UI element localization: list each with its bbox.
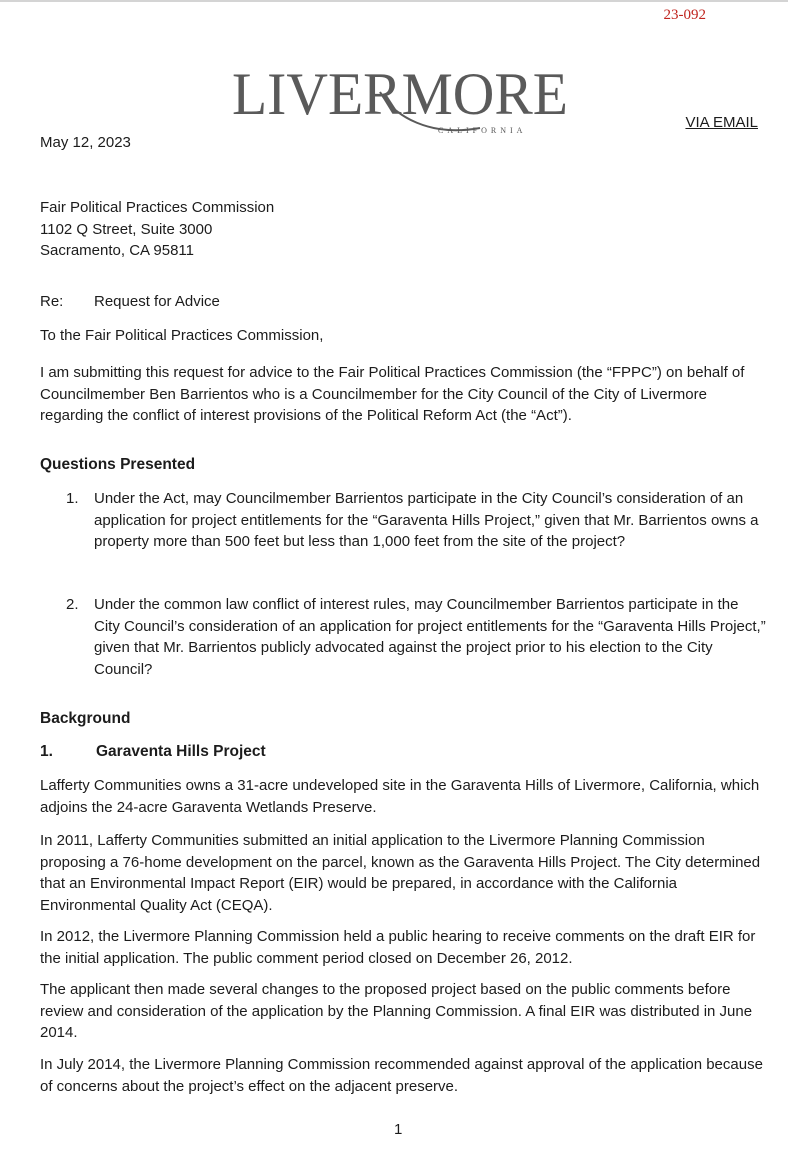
section-heading (40, 743, 266, 761)
section-number: 1. (40, 743, 53, 760)
address-line: 1102 Q Street, Suite 3000 (40, 220, 213, 238)
question-item (66, 488, 766, 553)
page-number: 1 (394, 1121, 403, 1138)
file-number: 23-092 (663, 7, 706, 23)
question-number: 1. (66, 490, 79, 507)
letter-date: May 12, 2023 (40, 134, 131, 151)
section-title: Garaventa Hills Project (96, 743, 266, 760)
question-text: Under the common law conflict of interest rules, may Councilmember Barrientos participate in the City Council’s consideration of an application for project entitlements for the “Garaventa Hills Project,” given that Mr. Barrientos publicly advocated against the project prior to his election to the City Council? (94, 596, 766, 678)
logo-wordmark-text: LIVERMORE (232, 61, 568, 127)
salutation: To the Fair Political Practices Commission, (40, 327, 324, 344)
question-number: 2. (66, 596, 79, 613)
body-paragraph: In 2011, Lafferty Communities submitted an initial application to the Livermore Planning Commission proposing a 76-home development on the parcel, known as the Garaventa Hills Project. The City determined that an Environmental Impact Report (EIR) would be prepared, in accordance with the California Environmental Quality Act (CEQA). (40, 832, 761, 914)
subject-text: Request for Advice (94, 293, 220, 310)
top-border (0, 0, 788, 2)
address-line: Sacramento, CA 95811 (40, 242, 194, 259)
livermore-logo (226, 62, 576, 142)
subject-label: Re: (40, 293, 64, 310)
livermore-wordmark (230, 61, 570, 127)
address-line: Fair Political Practices Commission (40, 199, 275, 216)
via-email: VIA EMAIL (685, 114, 758, 131)
body-paragraph: The applicant then made several changes to the proposed project based on the public comments before review and consideration of the application by the Planning Commission. A final EIR was distributed in June 2014. (40, 981, 753, 1041)
intro-paragraph: I am submitting this request for advice to the Fair Political Practices Commission (the “FPPC”) on behalf of Councilmember Ben Barrientos who is a Councilmember for the City Council of the City of Livermore regarding the conflict of interest provisions of the Political Reform Act (the “Act”). (40, 364, 745, 424)
question-text: Under the Act, may Councilmember Barrientos participate in the City Council’s consideration of an application for project entitlements for the “Garaventa Hills Project,” given that Mr. Barrientos owns a property more than 500 feet but less than 1,000 feet from the site of the project? (94, 490, 759, 550)
background-heading: Background (40, 710, 131, 727)
question-item (66, 594, 766, 680)
logo-subtitle: CALIFORNIA (438, 126, 527, 135)
subject-line (40, 293, 220, 310)
body-paragraph: Lafferty Communities owns a 31-acre undeveloped site in the Garaventa Hills of Livermore, California, which adjoins the 24-acre Garaventa Wetlands Preserve. (40, 777, 760, 816)
recipient-address (40, 197, 274, 262)
body-paragraph: In July 2014, the Livermore Planning Commission recommended against approval of the application because of concerns about the project’s effect on the adjacent preserve. (40, 1056, 763, 1095)
questions-heading: Questions Presented (40, 456, 196, 473)
body-paragraph: In 2012, the Livermore Planning Commission held a public hearing to receive comments on the draft EIR for the initial application. The public comment period closed on December 26, 2012. (40, 928, 756, 967)
